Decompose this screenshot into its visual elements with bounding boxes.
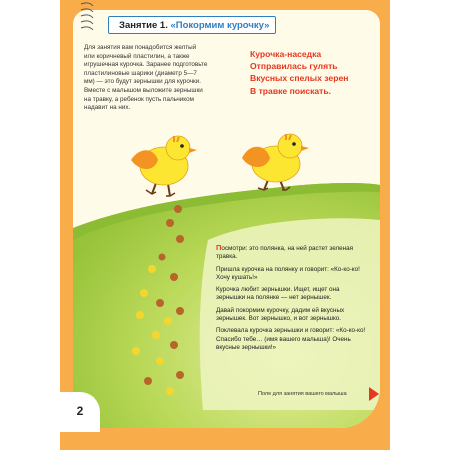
poem-line: Вкусных спелых зерен (250, 73, 349, 84)
chick-illustration-left (128, 128, 208, 200)
intro-text: Для занятия вам понадобится желтый или коричневый пластилин, а также игрушечная курочка. Заранее подготовьте пластилиновые шарики (диаметр 5—7 мм) — это будут зернышки для курочки. Вместе с малышом выложите зернышки на травку, а ребенок пусть пальчиком надавит на них. (84, 44, 208, 112)
notebook-spiral (77, 0, 97, 40)
page-number: 2 (66, 397, 94, 425)
chick-illustration-right (238, 128, 318, 196)
story-paragraph: Поклевала курочка зернышки и говорит: «Ко-ко-ко! Спасибо тебе… (имя вашего малыша)! Очень вкусные зернышки!» (216, 327, 366, 351)
poem-line: В травке поискать. (250, 85, 332, 96)
story-paragraph-text: осмотри: это полянка, на ней растет зеленая травка. (216, 245, 354, 261)
story-paragraph (216, 244, 366, 261)
lesson-name: «Покормим курочку» (170, 20, 270, 31)
story-paragraph: Давай покормим курочку, дадим ей вкусных зернышек. Вот зернышко, и вот зернышко. (216, 306, 345, 322)
lesson-label: Занятие 1. (119, 20, 168, 31)
story-paragraph: Пришла курочка на полянку и говорит: «Ко-ко-ко! Хочу кушать!» (216, 265, 360, 281)
story-paragraph: Курочка любит зернышки. Ищет, ищет она зернышки на полянке — нет зернышек. (216, 286, 340, 302)
poem-line: Курочка-наседка (250, 49, 322, 59)
arrow-right-icon (369, 387, 379, 401)
story-text (216, 244, 366, 356)
lesson-title (108, 16, 276, 34)
story-first-letter: П (216, 243, 222, 252)
plasticine-seeds (130, 205, 200, 405)
field-caption: Поле для занятия вашего малыша (258, 391, 347, 397)
poem-line: Отправилась гулять (250, 61, 338, 72)
poem (250, 48, 370, 97)
